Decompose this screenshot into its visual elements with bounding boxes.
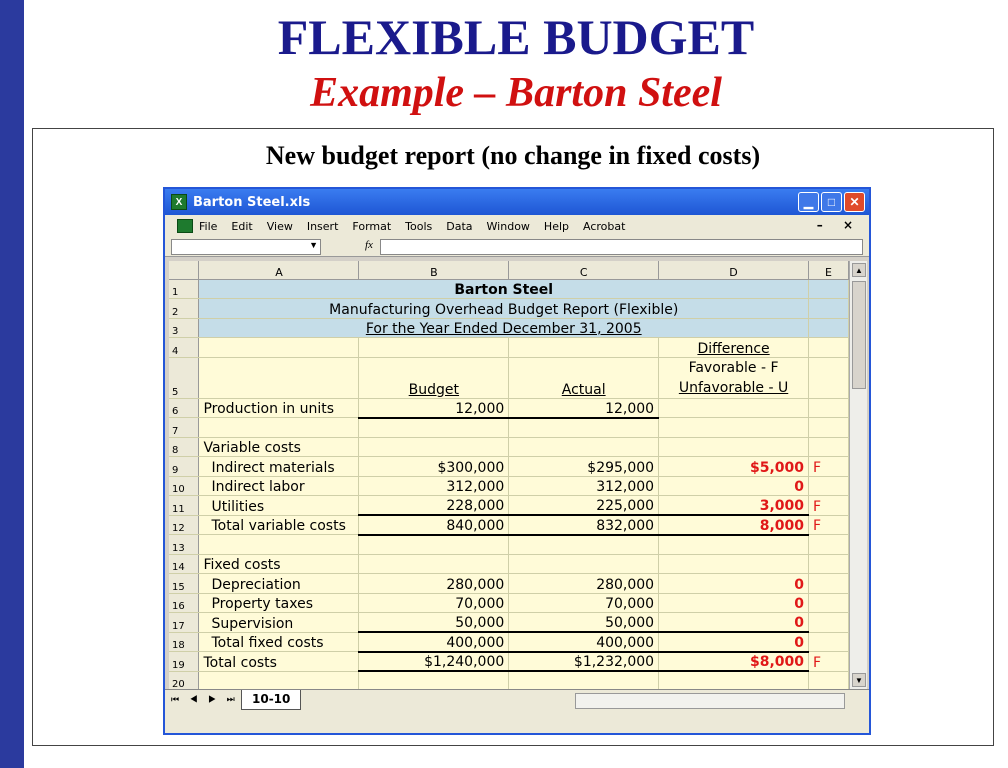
scroll-down-icon[interactable]: ▼ <box>852 673 866 687</box>
cell[interactable] <box>359 338 509 358</box>
cell[interactable] <box>809 593 849 613</box>
actual-value[interactable]: 312,000 <box>509 476 659 496</box>
budget-value[interactable]: 50,000 <box>359 613 509 633</box>
menu-view[interactable]: View <box>266 219 293 233</box>
table-row <box>169 554 849 574</box>
difference-value[interactable]: 0 <box>659 476 809 496</box>
scrollbar-thumb[interactable] <box>852 281 866 389</box>
spreadsheet-grid <box>169 261 849 689</box>
actual-header-cell[interactable] <box>509 357 659 398</box>
slide-left-bar <box>0 0 24 768</box>
formula-bar <box>165 237 869 257</box>
row-header[interactable]: 12 <box>169 515 199 535</box>
difference-value[interactable]: 3,000 <box>659 496 809 516</box>
cell[interactable] <box>809 357 849 398</box>
table-row <box>169 515 849 535</box>
cell[interactable] <box>199 338 359 358</box>
cell[interactable] <box>809 535 849 555</box>
difference-value[interactable]: 0 <box>659 632 809 652</box>
budget-value[interactable]: $1,240,000 <box>359 652 509 672</box>
row-header[interactable]: 3 <box>169 318 199 338</box>
row-label[interactable]: Indirect materials <box>199 457 359 477</box>
menu-help[interactable]: Help <box>543 219 569 233</box>
difference-value[interactable]: 0 <box>659 574 809 594</box>
table-row <box>169 357 849 398</box>
actual-label: Actual <box>561 381 606 398</box>
slide-title: FLEXIBLE BUDGET <box>277 9 755 65</box>
content-frame <box>32 128 994 746</box>
cell[interactable] <box>809 554 849 574</box>
row-header[interactable]: 7 <box>169 418 199 438</box>
row-header[interactable]: 20 <box>169 671 199 689</box>
row-label[interactable]: Variable costs <box>199 437 359 457</box>
table-row <box>169 279 849 299</box>
row-header[interactable]: 10 <box>169 476 199 496</box>
fav-unfav-header-cell[interactable] <box>659 357 809 398</box>
budget-value[interactable]: 400,000 <box>359 632 509 652</box>
cell[interactable] <box>809 632 849 652</box>
difference-value[interactable]: $5,000 <box>659 457 809 477</box>
actual-value[interactable]: 12,000 <box>509 398 659 418</box>
menu-acrobat[interactable]: Acrobat <box>583 219 626 233</box>
difference-value[interactable]: 0 <box>659 613 809 633</box>
table-row <box>169 632 849 652</box>
cell[interactable] <box>359 554 509 574</box>
menu-data[interactable]: Data <box>446 219 473 233</box>
status-bar <box>165 711 869 733</box>
row-label[interactable]: Production in units <box>199 398 359 418</box>
budget-value[interactable]: 228,000 <box>359 496 509 516</box>
cell[interactable] <box>659 398 809 418</box>
report-period-cell[interactable] <box>199 318 809 338</box>
row-header[interactable]: 11 <box>169 496 199 516</box>
cell[interactable] <box>509 338 659 358</box>
fu-indicator[interactable]: F <box>809 652 849 672</box>
row-header[interactable]: 8 <box>169 437 199 457</box>
scroll-up-icon[interactable]: ▲ <box>852 263 866 277</box>
budget-value[interactable]: 840,000 <box>359 515 509 535</box>
table-row <box>169 652 849 672</box>
sheet-tab-bar <box>165 689 869 711</box>
actual-value[interactable]: 225,000 <box>509 496 659 516</box>
row-label[interactable]: Total variable costs <box>199 515 359 535</box>
name-box[interactable] <box>171 239 321 255</box>
cell[interactable] <box>659 437 809 457</box>
row-label[interactable]: Fixed costs <box>199 554 359 574</box>
row-header[interactable]: 9 <box>169 457 199 477</box>
actual-value[interactable]: 70,000 <box>509 593 659 613</box>
cell[interactable] <box>359 418 509 438</box>
cell[interactable] <box>509 418 659 438</box>
row-label[interactable]: Indirect labor <box>199 476 359 496</box>
actual-value[interactable]: 50,000 <box>509 613 659 633</box>
cell[interactable] <box>809 398 849 418</box>
sheet-table <box>169 261 849 689</box>
cell[interactable] <box>809 338 849 358</box>
column-header[interactable]: E <box>809 261 849 279</box>
difference-label: Difference <box>697 340 770 357</box>
table-row <box>169 457 849 477</box>
report-title-cell[interactable]: Manufacturing Overhead Budget Report (Flexible) <box>199 299 809 319</box>
column-header[interactable]: D <box>659 261 809 279</box>
difference-header-cell[interactable] <box>659 338 809 358</box>
table-row <box>169 437 849 457</box>
row-label[interactable]: Total fixed costs <box>199 632 359 652</box>
fu-indicator[interactable]: F <box>809 515 849 535</box>
table-row <box>169 418 849 438</box>
sheet-tab-10-10[interactable]: 10-10 <box>241 690 301 710</box>
menu-bar <box>165 215 869 237</box>
cell[interactable] <box>809 279 849 299</box>
cell[interactable] <box>809 476 849 496</box>
window-title: Barton Steel.xls <box>193 194 311 210</box>
budget-value[interactable]: 312,000 <box>359 476 509 496</box>
table-row <box>169 535 849 555</box>
table-row <box>169 574 849 594</box>
cell[interactable] <box>509 535 659 555</box>
favorable-label: Favorable - F <box>688 359 779 376</box>
actual-value[interactable]: $295,000 <box>509 457 659 477</box>
difference-value[interactable]: 8,000 <box>659 515 809 535</box>
cell[interactable] <box>509 554 659 574</box>
menu-edit[interactable]: Edit <box>231 219 253 233</box>
menu-file[interactable]: File <box>199 219 218 233</box>
menu-window[interactable]: Window <box>486 219 530 233</box>
excel-window <box>163 187 871 735</box>
row-header[interactable]: 5 <box>169 357 199 398</box>
budget-value[interactable]: 12,000 <box>359 398 509 418</box>
menu-format[interactable]: Format <box>352 219 392 233</box>
table-row <box>169 318 849 338</box>
table-row <box>169 338 849 358</box>
cell[interactable] <box>809 574 849 594</box>
budget-value[interactable]: 280,000 <box>359 574 509 594</box>
close-button[interactable]: ✕ <box>844 192 865 212</box>
cell[interactable] <box>199 535 359 555</box>
frame-heading: New budget report (no change in fixed costs) <box>265 141 761 170</box>
maximize-button[interactable]: □ <box>821 192 842 212</box>
cell[interactable] <box>199 418 359 438</box>
cell[interactable] <box>199 671 359 689</box>
fu-indicator[interactable]: F <box>809 457 849 477</box>
report-period: For the Year Ended December 31, 2005 <box>365 321 642 337</box>
cell[interactable] <box>509 671 659 689</box>
row-label[interactable]: Property taxes <box>199 593 359 613</box>
fx-icon[interactable]: fx <box>365 239 373 251</box>
budget-value[interactable]: 70,000 <box>359 593 509 613</box>
table-row <box>169 299 849 319</box>
window-titlebar[interactable] <box>165 189 869 215</box>
row-header[interactable]: 14 <box>169 554 199 574</box>
table-row <box>169 398 849 418</box>
workbook-icon[interactable] <box>177 219 193 233</box>
actual-value[interactable]: 280,000 <box>509 574 659 594</box>
cell[interactable] <box>809 418 849 438</box>
formula-input[interactable] <box>380 239 863 255</box>
cell[interactable] <box>509 437 659 457</box>
difference-value[interactable]: $8,000 <box>659 652 809 672</box>
difference-value[interactable]: 0 <box>659 593 809 613</box>
cell[interactable] <box>359 437 509 457</box>
row-header[interactable]: 13 <box>169 535 199 555</box>
row-label[interactable]: Total costs <box>199 652 359 672</box>
actual-value[interactable]: 832,000 <box>509 515 659 535</box>
cell[interactable] <box>659 671 809 689</box>
unfavorable-label: Unfavorable - U <box>678 379 789 396</box>
row-header[interactable]: 2 <box>169 299 199 319</box>
row-label[interactable]: Utilities <box>199 496 359 516</box>
row-header[interactable]: 4 <box>169 338 199 358</box>
table-row <box>169 593 849 613</box>
tab-nav-icons[interactable]: ⏮ ◀ ▶ ⏭ <box>171 694 239 704</box>
workbook-window-controls[interactable]: – × <box>816 218 861 232</box>
budget-value[interactable]: $300,000 <box>359 457 509 477</box>
cell[interactable] <box>659 554 809 574</box>
cell[interactable] <box>809 613 849 633</box>
row-label[interactable]: Depreciation <box>199 574 359 594</box>
cell[interactable] <box>359 671 509 689</box>
table-row <box>169 613 849 633</box>
vertical-scrollbar[interactable] <box>849 261 867 689</box>
row-header[interactable]: 17 <box>169 613 199 633</box>
table-row <box>169 496 849 516</box>
cell[interactable] <box>199 357 359 398</box>
row-header[interactable]: 1 <box>169 279 199 299</box>
cell[interactable] <box>809 437 849 457</box>
row-header[interactable]: 18 <box>169 632 199 652</box>
cell[interactable] <box>359 535 509 555</box>
column-header[interactable]: A <box>199 261 359 279</box>
cell[interactable] <box>809 318 849 338</box>
menu-tools[interactable]: Tools <box>405 219 433 233</box>
row-header[interactable]: 15 <box>169 574 199 594</box>
cell[interactable] <box>809 671 849 689</box>
cell[interactable] <box>809 299 849 319</box>
row-header[interactable]: 6 <box>169 398 199 418</box>
company-name-cell[interactable]: Barton Steel <box>199 279 809 299</box>
row-header[interactable]: 19 <box>169 652 199 672</box>
select-all-corner[interactable] <box>169 261 199 279</box>
actual-value[interactable]: $1,232,000 <box>509 652 659 672</box>
budget-header-cell[interactable] <box>359 357 509 398</box>
chevron-down-icon[interactable]: ▼ <box>309 240 318 250</box>
minimize-button[interactable]: ▁ <box>798 192 819 212</box>
horizontal-scrollbar[interactable] <box>575 693 845 709</box>
menu-insert[interactable]: Insert <box>306 219 339 233</box>
actual-value[interactable]: 400,000 <box>509 632 659 652</box>
fu-indicator[interactable]: F <box>809 496 849 516</box>
table-row <box>169 671 849 689</box>
slide-subtitle: Example – Barton Steel <box>310 70 722 116</box>
cell[interactable] <box>659 418 809 438</box>
row-label[interactable]: Supervision <box>199 613 359 633</box>
cell[interactable] <box>659 535 809 555</box>
column-header[interactable]: C <box>509 261 659 279</box>
budget-label: Budget <box>408 381 460 398</box>
column-header[interactable]: B <box>359 261 509 279</box>
column-header-row <box>169 261 849 279</box>
table-row <box>169 476 849 496</box>
excel-app-icon[interactable]: X <box>171 194 187 210</box>
row-header[interactable]: 16 <box>169 593 199 613</box>
